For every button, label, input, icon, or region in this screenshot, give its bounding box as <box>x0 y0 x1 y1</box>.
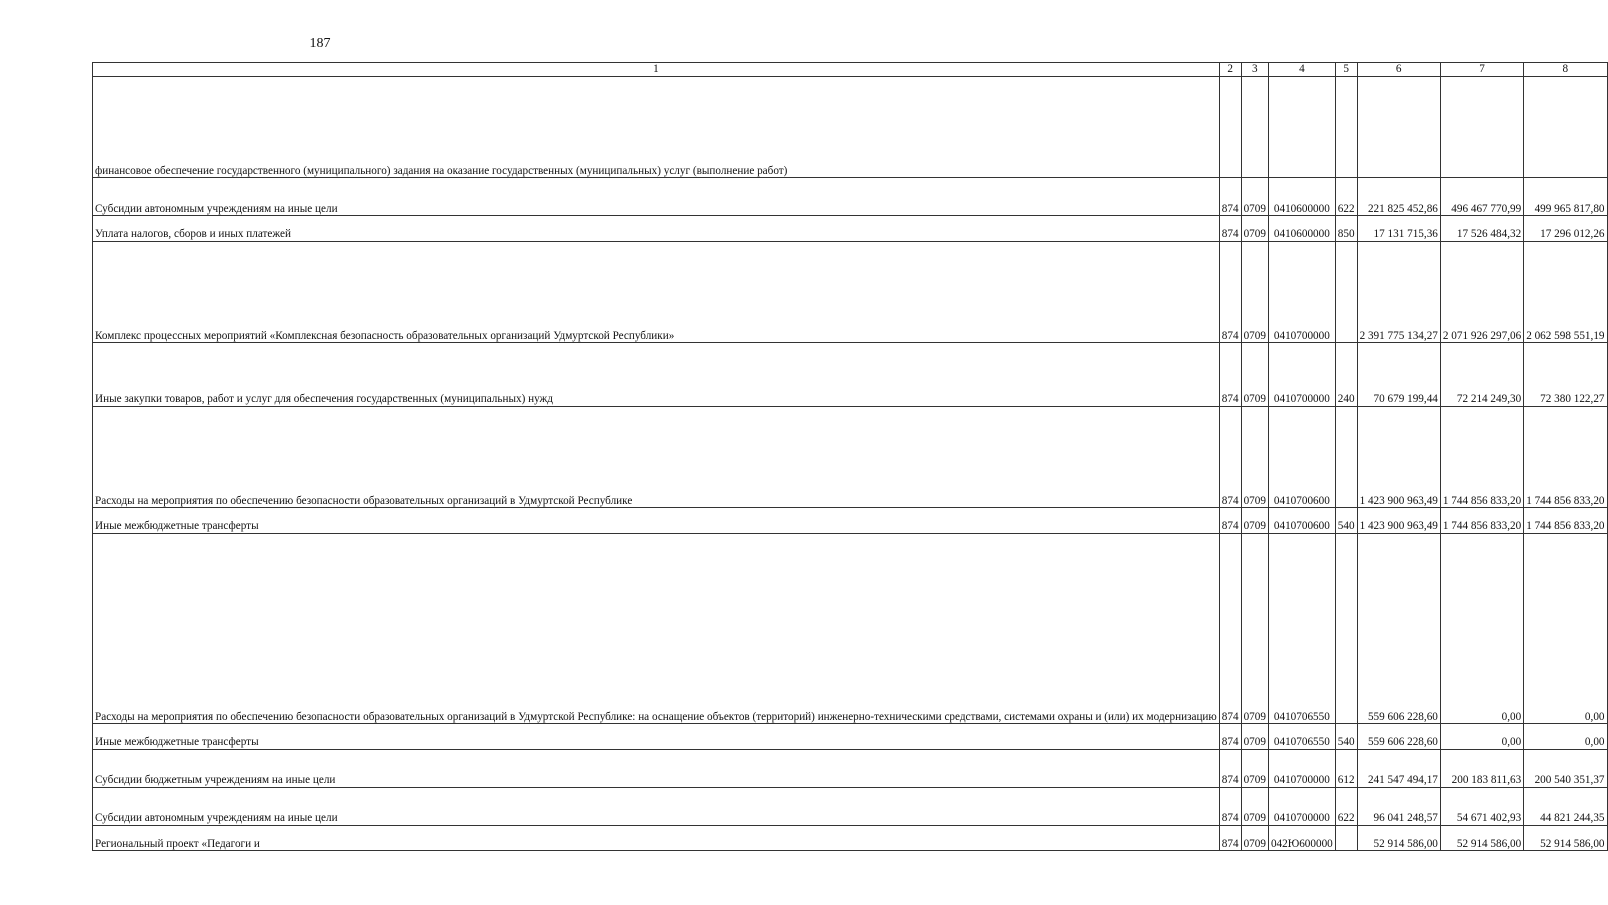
amount-year3-cell: 1 744 856 833,20 <box>1524 508 1607 533</box>
row-name-text: Иные закупки товаров, работ и услуг для обеспечения государственных (муниципальных) нужд <box>95 393 553 406</box>
page-number: 187 <box>309 36 331 51</box>
budget-table <box>92 62 1608 851</box>
amount-year3-cell: 0,00 <box>1524 724 1607 749</box>
column-header: 3 <box>1241 63 1268 77</box>
amount-year1-cell: 559 606 228,60 <box>1357 533 1440 724</box>
row-name-text: Субсидии бюджетным учреждениям на иные цели <box>95 774 336 787</box>
amount-year3-cell: 1 744 856 833,20 <box>1524 406 1607 508</box>
amount-year3-cell: 52 914 586,00 <box>1524 825 1607 850</box>
amount-year2-cell: 0,00 <box>1440 724 1523 749</box>
amount-year2-cell: 1 744 856 833,20 <box>1440 406 1523 508</box>
target-article-cell <box>1268 76 1335 178</box>
column-header: 5 <box>1335 63 1357 77</box>
column-header: 2 <box>1219 63 1241 77</box>
row-name-text: Субсидии автономным учреждениям на иные цели <box>95 202 338 215</box>
grbs-cell: 874 <box>1219 787 1241 825</box>
amount-year1-cell: 17 131 715,36 <box>1357 216 1440 241</box>
column-header: 8 <box>1524 63 1607 77</box>
expense-type-cell <box>1335 406 1357 508</box>
amount-year3-cell: 2 062 598 551,19 <box>1524 241 1607 343</box>
row-name-text: Иные межбюджетные трансферты <box>95 736 259 749</box>
expense-type-cell <box>1335 825 1357 850</box>
row-name-text: Расходы на мероприятия по обеспечению безопасности образовательных организаций в Удмуртской Республике <box>95 494 633 507</box>
target-article-cell: 0410700000 <box>1268 241 1335 343</box>
section-cell: 0709 <box>1241 241 1268 343</box>
row-name <box>93 533 1220 724</box>
amount-year2-cell: 200 183 811,63 <box>1440 749 1523 787</box>
row-name <box>93 406 1220 508</box>
section-cell: 0709 <box>1241 508 1268 533</box>
amount-year2-cell: 1 744 856 833,20 <box>1440 508 1523 533</box>
table-row <box>93 178 1608 216</box>
amount-year1-cell: 1 423 900 963,49 <box>1357 508 1440 533</box>
amount-year2-cell: 54 671 402,93 <box>1440 787 1523 825</box>
header-row <box>93 63 1608 77</box>
expense-type-cell: 850 <box>1335 216 1357 241</box>
table-row <box>93 76 1608 178</box>
row-name <box>93 724 1220 749</box>
target-article-cell: 0410700000 <box>1268 343 1335 407</box>
section-cell: 0709 <box>1241 178 1268 216</box>
row-name-text: Региональный проект «Педагоги и <box>95 837 260 850</box>
table-row <box>93 724 1608 749</box>
amount-year3-cell: 72 380 122,27 <box>1524 343 1607 407</box>
amount-year3-cell <box>1524 76 1607 178</box>
row-name <box>93 508 1220 533</box>
amount-year2-cell: 0,00 <box>1440 533 1523 724</box>
target-article-cell: 0410700600 <box>1268 406 1335 508</box>
column-header: 7 <box>1440 63 1523 77</box>
row-name-text: Расходы на мероприятия по обеспечению безопасности образовательных организаций в Удмуртской Республике: на оснащение объектов (территорий) инженерно-техническими средствами, системами охраны и (или) их модернизацию <box>95 710 1217 723</box>
amount-year1-cell: 221 825 452,86 <box>1357 178 1440 216</box>
row-name <box>93 825 1220 850</box>
amount-year3-cell: 200 540 351,37 <box>1524 749 1607 787</box>
grbs-cell: 874 <box>1219 241 1241 343</box>
table-row <box>93 216 1608 241</box>
section-cell: 0709 <box>1241 749 1268 787</box>
expense-type-cell <box>1335 241 1357 343</box>
expense-type-cell: 622 <box>1335 787 1357 825</box>
amount-year1-cell: 52 914 586,00 <box>1357 825 1440 850</box>
expense-type-cell: 622 <box>1335 178 1357 216</box>
target-article-cell: 0410600000 <box>1268 216 1335 241</box>
amount-year1-cell: 559 606 228,60 <box>1357 724 1440 749</box>
section-cell: 0709 <box>1241 825 1268 850</box>
section-cell: 0709 <box>1241 216 1268 241</box>
target-article-cell: 0410700600 <box>1268 508 1335 533</box>
section-cell: 0709 <box>1241 343 1268 407</box>
target-article-cell: 0410700000 <box>1268 749 1335 787</box>
row-name-text: Субсидии автономным учреждениям на иные цели <box>95 812 338 825</box>
amount-year3-cell: 0,00 <box>1524 533 1607 724</box>
table-row <box>93 508 1608 533</box>
amount-year3-cell: 44 821 244,35 <box>1524 787 1607 825</box>
expense-type-cell <box>1335 533 1357 724</box>
expense-type-cell: 540 <box>1335 724 1357 749</box>
row-name <box>93 241 1220 343</box>
column-header: 4 <box>1268 63 1335 77</box>
column-header: 1 <box>93 63 1220 77</box>
section-cell: 0709 <box>1241 724 1268 749</box>
expense-type-cell: 240 <box>1335 343 1357 407</box>
row-name <box>93 216 1220 241</box>
section-cell: 0709 <box>1241 406 1268 508</box>
column-header: 6 <box>1357 63 1440 77</box>
target-article-cell: 0410700000 <box>1268 787 1335 825</box>
target-article-cell: 0410706550 <box>1268 724 1335 749</box>
table-row <box>93 749 1608 787</box>
table-row <box>93 825 1608 850</box>
amount-year2-cell: 72 214 249,30 <box>1440 343 1523 407</box>
row-name-text: финансовое обеспечение государственного (муниципального) задания на оказание государственных (муниципальных) услуг (выполнение работ) <box>95 164 788 177</box>
table-row <box>93 241 1608 343</box>
row-name <box>93 787 1220 825</box>
amount-year3-cell: 499 965 817,80 <box>1524 178 1607 216</box>
expense-type-cell: 612 <box>1335 749 1357 787</box>
amount-year2-cell: 52 914 586,00 <box>1440 825 1523 850</box>
amount-year1-cell: 2 391 775 134,27 <box>1357 241 1440 343</box>
grbs-cell: 874 <box>1219 749 1241 787</box>
grbs-cell: 874 <box>1219 178 1241 216</box>
expense-type-cell <box>1335 76 1357 178</box>
row-name-text: Комплекс процессных мероприятий «Комплексная безопасность образовательных организаций Удмуртской Республики» <box>95 329 675 342</box>
section-cell <box>1241 76 1268 178</box>
target-article-cell: 042Ю600000 <box>1268 825 1335 850</box>
table-row <box>93 787 1608 825</box>
table-row <box>93 343 1608 407</box>
expense-type-cell: 540 <box>1335 508 1357 533</box>
row-name-text: Уплата налогов, сборов и иных платежей <box>95 228 291 241</box>
row-name <box>93 749 1220 787</box>
target-article-cell: 0410706550 <box>1268 533 1335 724</box>
row-name <box>93 343 1220 407</box>
amount-year2-cell: 17 526 484,32 <box>1440 216 1523 241</box>
amount-year1-cell: 241 547 494,17 <box>1357 749 1440 787</box>
amount-year2-cell <box>1440 76 1523 178</box>
grbs-cell <box>1219 76 1241 178</box>
grbs-cell: 874 <box>1219 724 1241 749</box>
row-name-text: Иные межбюджетные трансферты <box>95 520 259 533</box>
amount-year2-cell: 2 071 926 297,06 <box>1440 241 1523 343</box>
table-row <box>93 533 1608 724</box>
amount-year1-cell: 1 423 900 963,49 <box>1357 406 1440 508</box>
amount-year1-cell: 96 041 248,57 <box>1357 787 1440 825</box>
amount-year1-cell <box>1357 76 1440 178</box>
grbs-cell: 874 <box>1219 406 1241 508</box>
section-cell: 0709 <box>1241 787 1268 825</box>
amount-year3-cell: 17 296 012,26 <box>1524 216 1607 241</box>
grbs-cell: 874 <box>1219 508 1241 533</box>
grbs-cell: 874 <box>1219 343 1241 407</box>
amount-year2-cell: 496 467 770,99 <box>1440 178 1523 216</box>
table-row <box>93 406 1608 508</box>
row-name <box>93 178 1220 216</box>
target-article-cell: 0410600000 <box>1268 178 1335 216</box>
grbs-cell: 874 <box>1219 825 1241 850</box>
section-cell: 0709 <box>1241 533 1268 724</box>
row-name <box>93 76 1220 178</box>
grbs-cell: 874 <box>1219 216 1241 241</box>
grbs-cell: 874 <box>1219 533 1241 724</box>
amount-year1-cell: 70 679 199,44 <box>1357 343 1440 407</box>
